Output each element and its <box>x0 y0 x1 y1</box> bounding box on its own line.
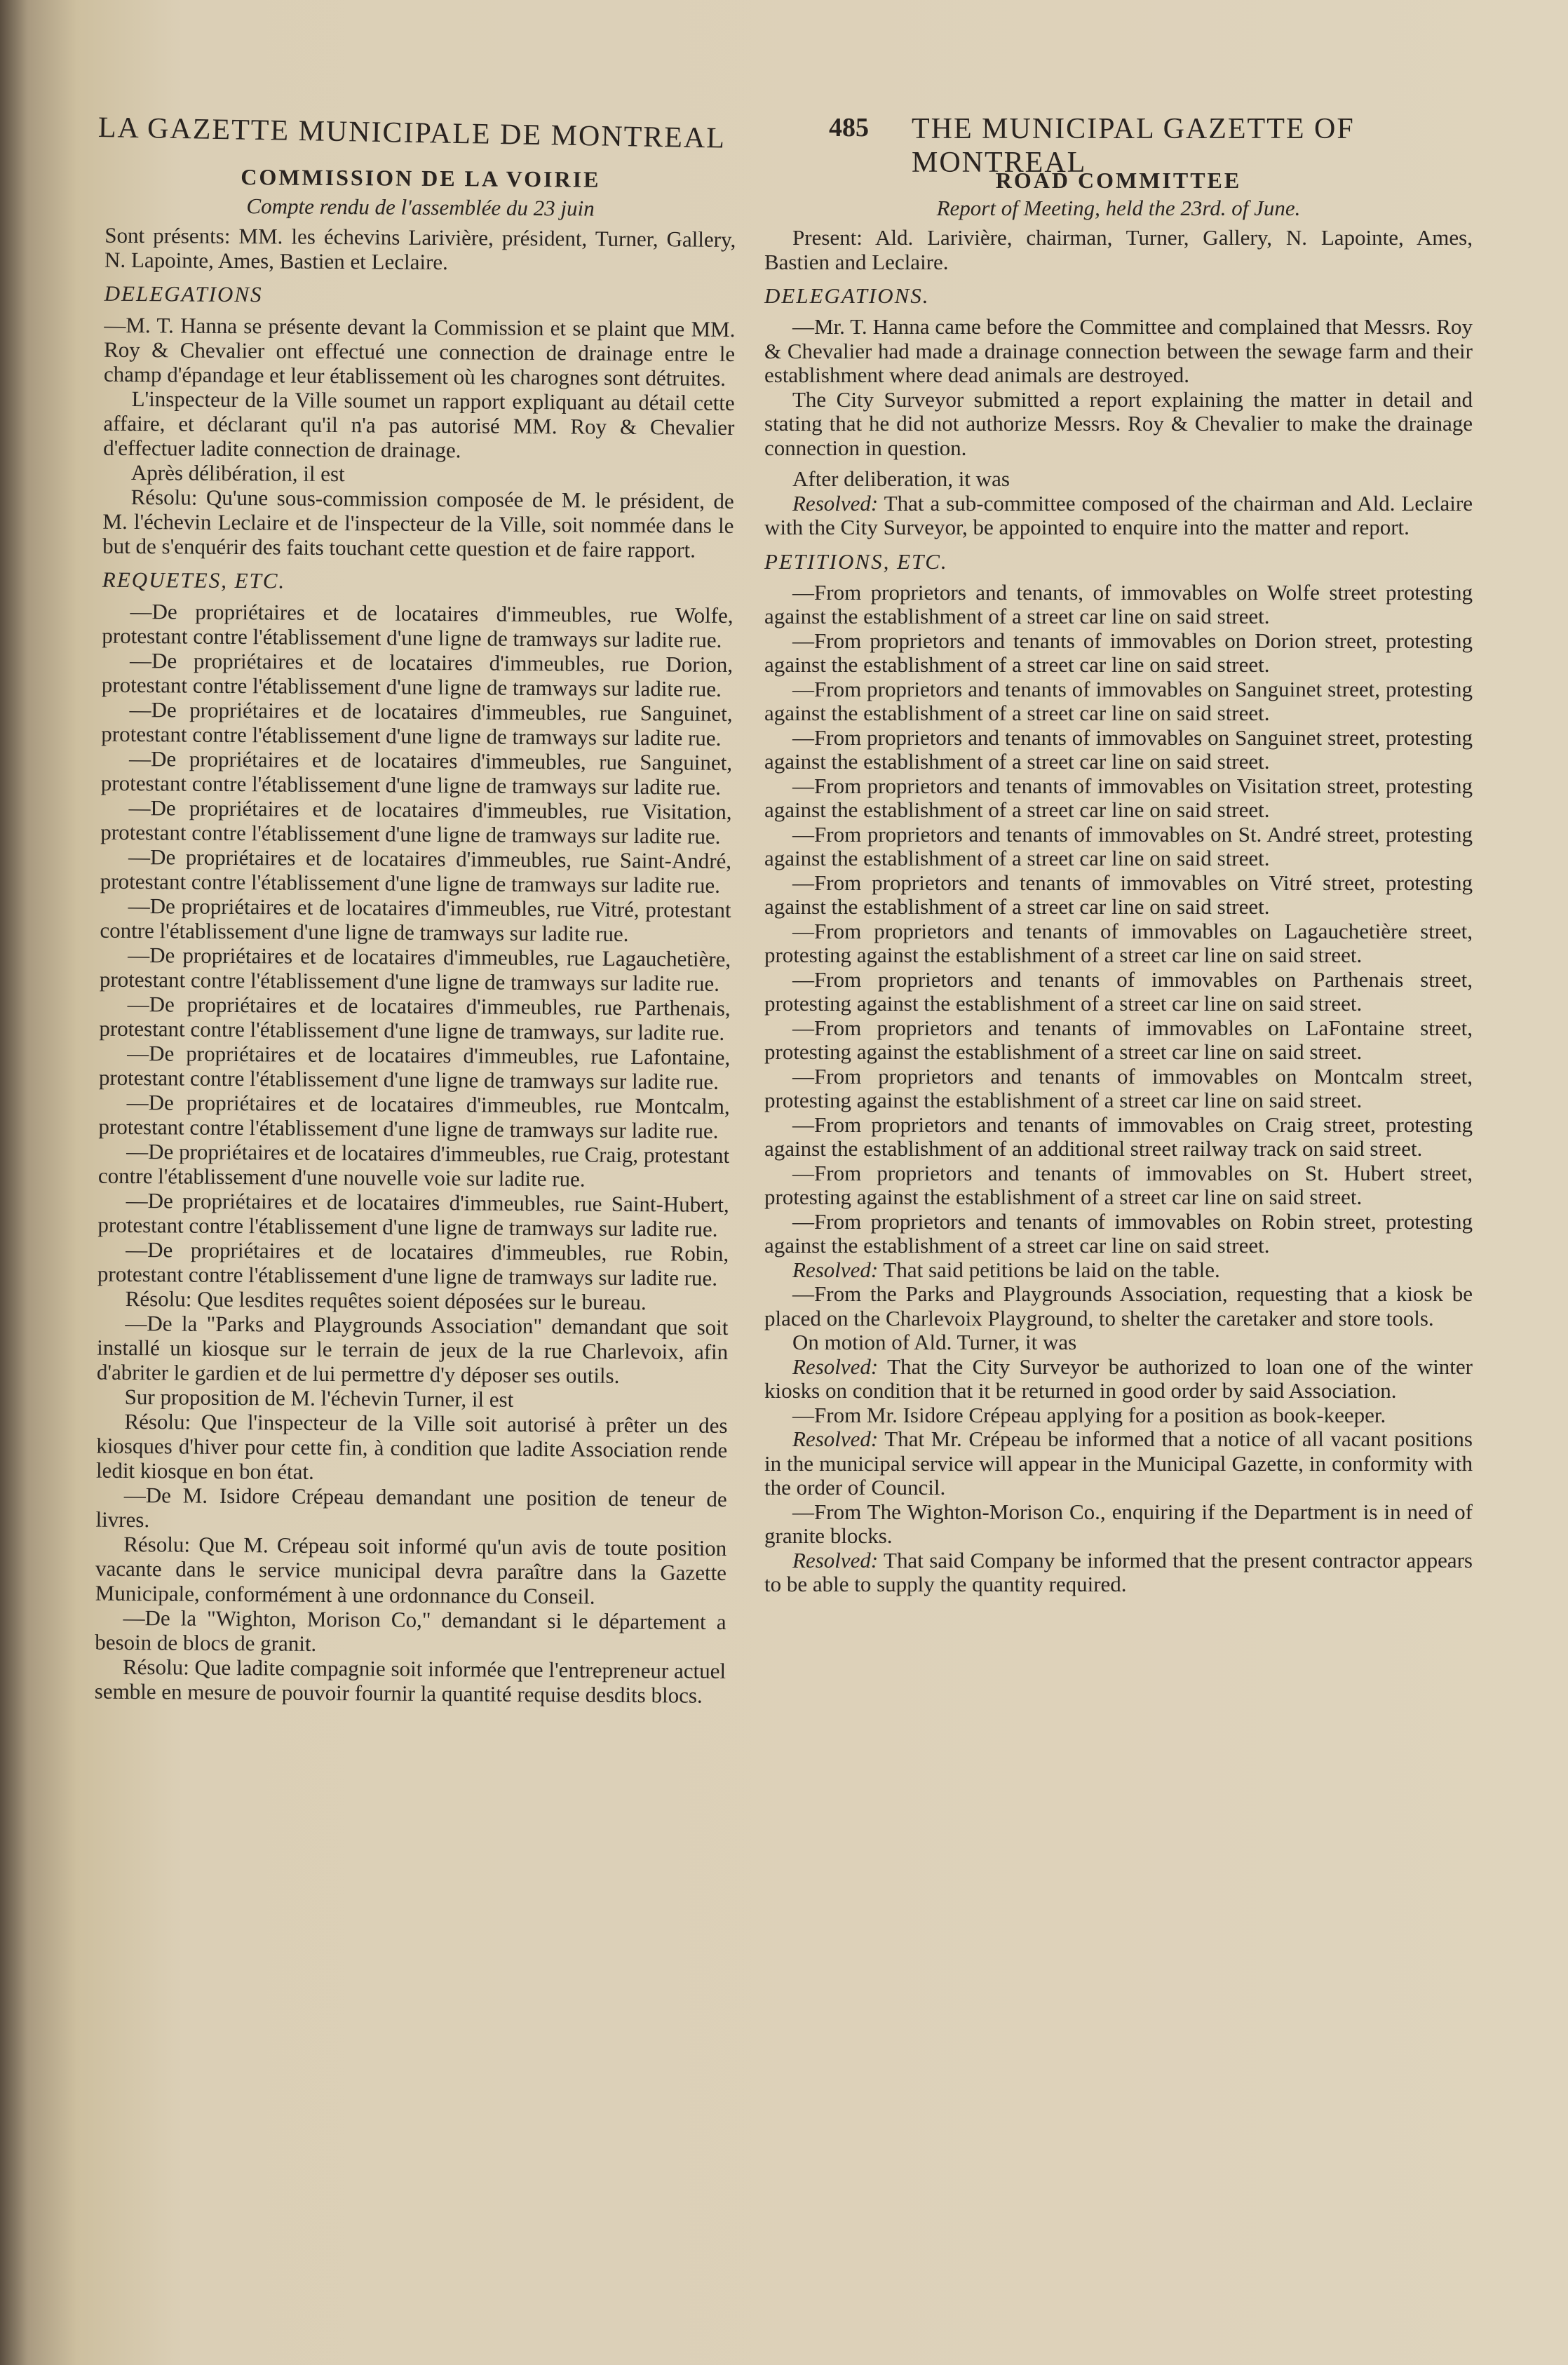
french-petition: —De propriétaires et de locataires d'immeubles, rue Lafontaine, protestant contre l'établissement d'une ligne de tramways sur ladite rue. <box>98 1040 731 1094</box>
french-petition: —De propriétaires et de locataires d'immeubles, rue Lagauchetière, protestant contre l'établissement d'une ligne de tramways sur ladite rue. <box>99 942 731 996</box>
resolved-label: Resolved: <box>792 1354 879 1379</box>
french-petition: —De propriétaires et de locataires d'immeubles, rue Sanguinet, protestant contre l'établissement d'une ligne de tramways sur ladite rue. <box>100 746 733 800</box>
resolved-label: Resolved: <box>792 1427 879 1451</box>
english-petition: —From proprietors and tenants of immovables on Vitré street, protesting against the establishment of a street car line on said street. <box>764 870 1473 919</box>
french-apres: Après délibération, il est <box>130 459 345 487</box>
english-petition: —From proprietors and tenants of immovables on Craig street, protesting against the establishment of an additional street railway track on said street. <box>764 1112 1473 1161</box>
english-crepeau: —From Mr. Isidore Crépeau applying for a position as book-keeper. <box>792 1402 1386 1427</box>
english-wighton: —From The Wighton-Morison Co., enquiring if the Department is in need of granite blocks. <box>764 1499 1473 1548</box>
english-resolved-3 <box>764 1355 1473 1403</box>
french-delegation-text: —M. T. Hanna se présente devant la Commission et se plaint que MM. Roy & Chevalier ont effectué une connection de drainage entre le champ d'épandage et leur établissement où les charognes sont détruites. <box>103 312 736 391</box>
english-resolved-1 <box>764 492 1473 540</box>
english-petition: —From proprietors and tenants of immovables on Visitation street, protesting against the establishment of a street car line on said street. <box>764 773 1473 822</box>
french-petition: —De propriétaires et de locataires d'immeubles, rue Craig, protestant contre l'établissement d'une nouvelle voie sur ladite rue. <box>97 1138 730 1192</box>
english-resolved-2 <box>764 1258 1473 1283</box>
english-subtitle: Report of Meeting, held the 23rd. of June. <box>936 196 1301 220</box>
resolved-text: That Mr. Crépeau be informed that a notice of all vacant positions in the municipal service will appear in the Municipal Gazette, in conformity with the order of Council. <box>764 1427 1473 1500</box>
french-petition: —De propriétaires et de locataires d'immeubles, rue Dorion, protestant contre l'établissement d'une ligne de tramways sur ladite rue. <box>101 647 734 701</box>
english-parks: —From the Parks and Playgrounds Association, requesting that a kiosk be placed on the Charlevoix Playground, to shelter the caretaker and store tools. <box>764 1281 1473 1330</box>
english-petition: —From proprietors and tenants of immovables on Lagauchetière street, protesting against the establishment of a street car line on said street. <box>764 918 1473 967</box>
english-petition: —From proprietors and tenants of immovables on St. André street, protesting against the establishment of a street car line on said street. <box>764 821 1473 870</box>
french-title: COMMISSION DE LA VOIRIE <box>241 164 601 192</box>
french-subtitle: Compte rendu de l'assemblée du 23 juin <box>246 194 595 221</box>
english-surveyor-text: The City Surveyor submitted a report explaining the matter in detail and stating that he did not authorize Messrs. Roy & Chevalier to make the drainage connection in question. <box>764 386 1473 460</box>
resolved-text: That the City Surveyor be authorized to loan one of the winter kiosks on condition that it be returned in good order by said Association. <box>764 1354 1473 1403</box>
english-present: Present: Ald. Larivière, chairman, Turner, Gallery, N. Lapointe, Ames, Bastien and Leclaire. <box>764 225 1473 274</box>
french-resolu-1: Résolu: Qu'une sous-commission composée de M. le président, de M. l'échevin Leclaire et de l'inspecteur de la Ville, soit nommée dans le but de s'enquérir des faits touchant cette question et de faire rapport. <box>102 484 734 562</box>
french-petition: —De propriétaires et de locataires d'immeubles, rue Sanguinet, protestant contre l'établissement d'une ligne de tramways sur ladite rue. <box>101 696 733 750</box>
french-petition: —De propriétaires et de locataires d'immeubles, rue Robin, protestant contre l'établissement d'une ligne de tramways sur ladite rue. <box>97 1237 729 1291</box>
french-resolu-2: Résolu: Que lesdites requêtes soient déposées sur le bureau. <box>125 1286 647 1315</box>
english-petition: —From proprietors and tenants of immovables on Robin street, protesting against the establishment of a street car line on said street. <box>764 1208 1473 1258</box>
english-petition: —From proprietors and tenants of immovables on LaFontaine street, protesting against the establishment of a street car line on said street. <box>764 1015 1473 1064</box>
french-petition: —De propriétaires et de locataires d'immeubles, rue Saint-André, protestant contre l'établissement d'une ligne de tramways sur ladite rue. <box>100 844 732 898</box>
french-inspecteur-text: L'inspecteur de la Ville soumet un rapport expliquant au détail cette affaire, et déclarant qu'il n'a pas autorisé MM. Roy & Chevalier d'effectuer ladite connection de drainage. <box>103 386 735 463</box>
english-petition: —From proprietors and tenants of immovables on Dorion street, protesting against the establishment of a street car line on said street. <box>764 628 1473 677</box>
resolved-text: That said Company be informed that the present contractor appears to be able to supply the quantity required. <box>764 1547 1473 1596</box>
english-petitions-heading: PETITIONS, ETC. <box>764 548 948 574</box>
french-petition: —De propriétaires et de locataires d'immeubles, rue Montcalm, protestant contre l'établissement d'une ligne de tramways sur ladite rue. <box>98 1089 730 1143</box>
english-petition: —From proprietors and tenants of immovables on Montcalm street, protesting against the establishment of a street car line on said street. <box>764 1063 1473 1112</box>
french-masthead: LA GAZETTE MUNICIPALE DE MONTREAL <box>97 112 726 155</box>
resolved-text: That a sub-committee composed of the chairman and Ald. Leclaire with the City Surveyor, be appointed to enquire into the matter and report. <box>764 490 1473 539</box>
english-motion: On motion of Ald. Turner, it was <box>792 1330 1077 1354</box>
page-number: 485 <box>829 113 869 142</box>
french-petition: —De propriétaires et de locataires d'immeubles, rue Visitation, protestant contre l'établissement d'une ligne de tramways sur ladite rue. <box>100 795 732 849</box>
french-present: Sont présents: MM. les échevins Larivière, président, Turner, Gallery, N. Lapointe, Ames, Bastien et Leclaire. <box>104 222 736 275</box>
french-resolu-3: Résolu: Que l'inspecteur de la Ville soit autorisé à prêter un des kiosques d'hiver pour cette fin, à condition que ladite Association rende ledit kiosque en bon état. <box>95 1408 728 1484</box>
english-resolved-5 <box>764 1549 1473 1597</box>
french-petition: —De propriétaires et de locataires d'immeubles, rue Wolfe, protestant contre l'établissement d'une ligne de tramways sur ladite rue. <box>102 598 734 652</box>
french-wighton: —De la "Wighton, Morison Co," demandant si le département a besoin de blocs de granit. <box>95 1605 726 1656</box>
resolved-label: Resolved: <box>792 1547 879 1572</box>
resolved-text: That said petitions be laid on the table. <box>878 1257 1220 1282</box>
french-requetes-heading: REQUETES, ETC. <box>102 567 286 593</box>
english-petition: —From proprietors and tenants of immovables on Sanguinet street, protesting against the establishment of a street car line on said street. <box>764 676 1473 725</box>
french-petition: —De propriétaires et de locataires d'immeubles, rue Parthenais, protestant contre l'établissement d'une ligne de tramways, sur ladite rue. <box>99 991 731 1045</box>
english-masthead: THE MUNICIPAL GAZETTE OF MONTREAL <box>912 113 1355 179</box>
english-resolved-4 <box>764 1427 1473 1500</box>
english-petition: —From proprietors and tenants of immovables on Parthenais street, protesting against the establishment of a street car line on said street. <box>764 966 1473 1016</box>
french-parks: —De la "Parks and Playgrounds Association" demandant que soit installé un kiosque sur le terrain de jeux de la rue Charlevoix, afin d'abriter le gardien et de lui permettre d'y déposer ses outils. <box>96 1310 729 1388</box>
resolved-label: Resolved: <box>792 490 879 516</box>
french-petition: —De propriétaires et de locataires d'immeubles, rue Saint-Hubert, protestant contre l'établissement d'une ligne de tramways sur ladite rue. <box>97 1187 729 1241</box>
resolved-label: Resolved: <box>792 1257 879 1282</box>
french-delegations-heading: DELEGATIONS <box>104 281 263 307</box>
english-petition: —From proprietors and tenants of immovables on St. Hubert street, protesting against the establishment of a street car line on said street. <box>764 1160 1473 1209</box>
english-after: After deliberation, it was <box>792 466 1010 491</box>
english-delegation-text: —Mr. T. Hanna came before the Committee and complained that Messrs. Roy & Chevalier had made a drainage connection between the sewage farm and their establishment where dead animals are destroyed. <box>764 314 1473 387</box>
english-petition: —From proprietors and tenants, of immovables on Wolfe street protesting against the establishment of a street car line on said street. <box>764 579 1473 628</box>
english-petition: —From proprietors and tenants of immovables on Sanguinet street, protesting against the establishment of a street car line on said street. <box>764 725 1473 774</box>
french-proposition: Sur proposition de M. l'échevin Turner, il est <box>124 1384 514 1412</box>
french-crepeau: —De M. Isidore Crépeau demandant une position de teneur de livres. <box>95 1482 727 1532</box>
french-petition: —De propriétaires et de locataires d'immeubles, rue Vitré, protestant contre l'établissement d'une ligne de tramways sur ladite rue. <box>100 893 731 946</box>
english-column <box>764 168 1473 1597</box>
english-delegations-heading: DELEGATIONS. <box>764 283 930 308</box>
french-resolu-4: Résolu: Que M. Crépeau soit informé qu'un avis de toute position vacante dans le service municipal devra paraître dans la Gazette Municipale, conformément à une ordonnance du Conseil. <box>95 1531 727 1609</box>
french-column <box>90 164 736 2244</box>
french-resolu-5: Résolu: Que ladite compagnie soit informée que l'entrepreneur actuel semble en mesure de pouvoir fournir la quantité requise desdits blocs. <box>94 1654 726 1708</box>
english-title: ROAD COMMITTEE <box>995 168 1242 193</box>
